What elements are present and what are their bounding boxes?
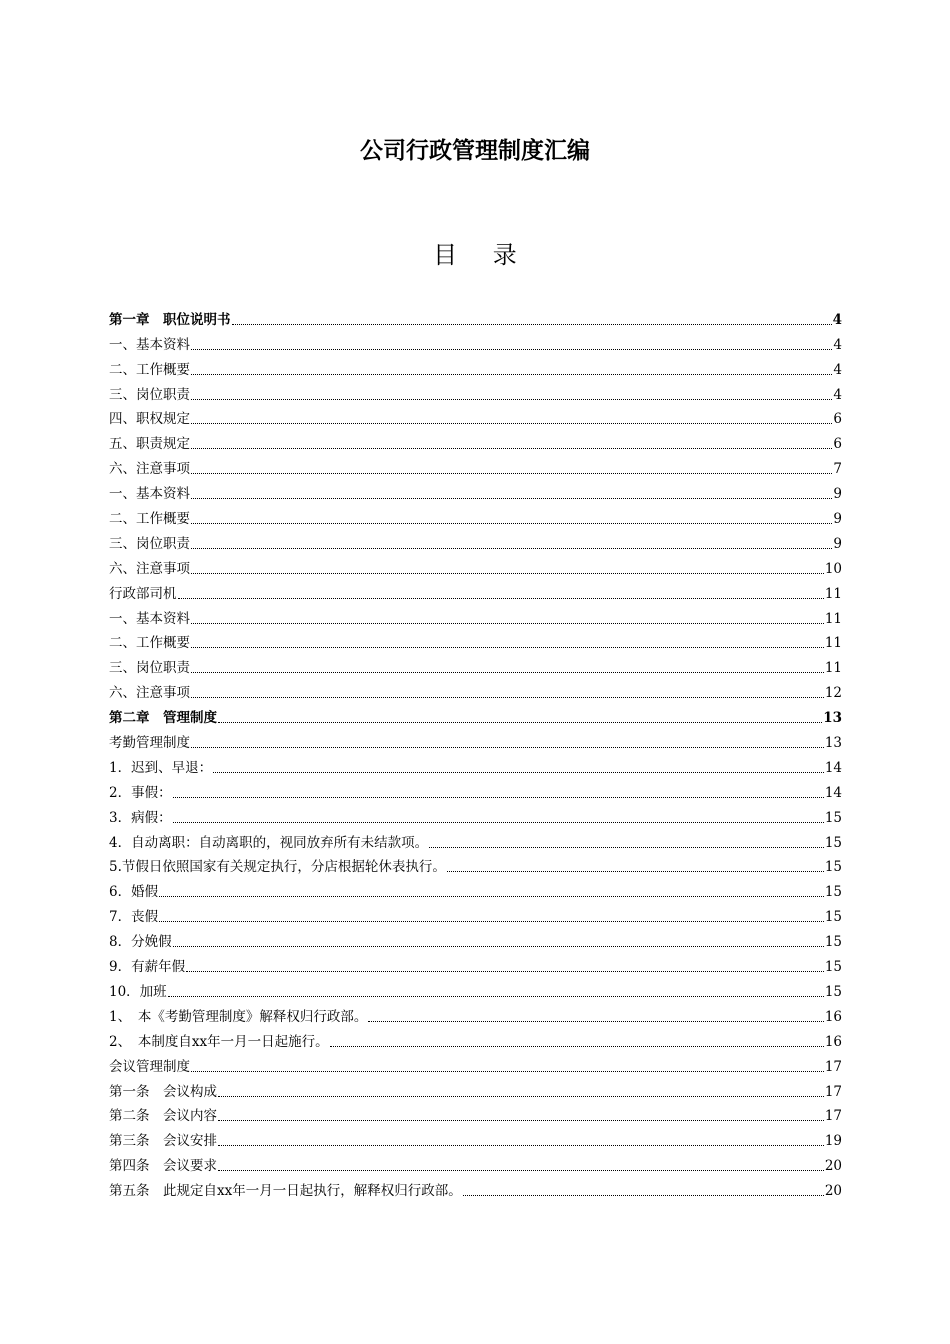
toc-entry-page: 15	[824, 983, 842, 1000]
toc-leader-dots	[191, 349, 832, 350]
toc-entry[interactable]	[109, 355, 842, 380]
toc-entry-label: 三、岗位职责	[109, 386, 190, 403]
toc-entry-label: 1．迟到、早退：	[109, 759, 213, 776]
toc-leader-dots	[218, 1170, 824, 1171]
table-of-contents	[109, 305, 842, 1201]
toc-entry-label: 一、基本资料	[109, 336, 190, 353]
toc-entry-label: 6．婚假	[109, 884, 159, 901]
toc-entry[interactable]	[109, 380, 842, 405]
toc-entry[interactable]	[109, 728, 842, 753]
toc-entry-label: 第二章 管理制度	[109, 710, 217, 727]
toc-entry[interactable]	[109, 877, 842, 902]
toc-leader-dots	[218, 1145, 824, 1146]
toc-entry[interactable]	[109, 902, 842, 927]
toc-leader-dots	[191, 473, 832, 474]
toc-entry-page: 4	[833, 336, 842, 353]
toc-leader-dots	[191, 747, 824, 748]
toc-entry[interactable]	[109, 803, 842, 828]
toc-entry-page: 15	[824, 859, 842, 876]
toc-entry-label: 五、职责规定	[109, 436, 190, 453]
toc-entry-page: 20	[824, 1183, 842, 1200]
toc-entry-page: 15	[824, 809, 842, 826]
toc-entry[interactable]	[109, 678, 842, 703]
toc-entry-label: 行政部司机	[109, 585, 177, 602]
toc-entry-page: 16	[824, 1008, 842, 1025]
toc-entry-page: 17	[824, 1058, 842, 1075]
toc-entry[interactable]	[109, 554, 842, 579]
toc-leader-dots	[173, 797, 824, 798]
toc-leader-dots	[191, 374, 832, 375]
toc-leader-dots	[191, 672, 824, 673]
toc-leader-dots	[191, 548, 832, 549]
toc-entry-page: 9	[833, 511, 842, 528]
toc-entry[interactable]	[109, 853, 842, 878]
toc-entry-page: 11	[824, 585, 842, 602]
toc-leader-dots	[191, 697, 824, 698]
toc-entry-page: 15	[824, 909, 842, 926]
toc-entry-label: 六、注意事项	[109, 685, 190, 702]
toc-entry[interactable]	[109, 1176, 842, 1201]
toc-entry-page: 13	[823, 710, 842, 727]
toc-entry-page: 9	[833, 535, 842, 552]
toc-entry-page: 14	[824, 784, 842, 801]
toc-leader-dots	[191, 623, 824, 624]
toc-entry[interactable]	[109, 504, 842, 529]
toc-leader-dots	[218, 722, 822, 723]
toc-leader-dots	[191, 573, 824, 574]
toc-entry[interactable]	[109, 1027, 842, 1052]
toc-entry-label: 六、注意事项	[109, 461, 190, 478]
toc-leader-dots	[191, 647, 824, 648]
toc-leader-dots	[191, 423, 832, 424]
toc-entry[interactable]	[109, 429, 842, 454]
toc-leader-dots	[159, 921, 824, 922]
toc-entry-page: 6	[833, 411, 842, 428]
toc-entry[interactable]	[109, 529, 842, 554]
toc-entry-label: 第一章 职位说明书	[109, 311, 231, 328]
toc-entry-page: 15	[824, 959, 842, 976]
toc-entry-label: 会议管理制度	[109, 1058, 190, 1075]
toc-leader-dots	[368, 1021, 823, 1022]
toc-leader-dots	[191, 498, 832, 499]
toc-entry[interactable]	[109, 1052, 842, 1077]
toc-entry-label: 第二条 会议内容	[109, 1108, 217, 1125]
toc-entry[interactable]	[109, 778, 842, 803]
toc-entry-label: 8．分娩假	[109, 934, 172, 951]
toc-entry-label: 四、职权规定	[109, 411, 190, 428]
toc-entry-label: 二、工作概要	[109, 511, 190, 528]
toc-entry[interactable]	[109, 1151, 842, 1176]
toc-entry-page: 12	[824, 685, 842, 702]
toc-entry-label: 第三条 会议安排	[109, 1133, 217, 1150]
toc-entry[interactable]	[109, 1126, 842, 1151]
toc-entry-page: 11	[824, 635, 842, 652]
toc-entry-label: 一、基本资料	[109, 486, 190, 503]
toc-entry-label: 9．有薪年假	[109, 959, 186, 976]
toc-leader-dots	[159, 896, 824, 897]
toc-entry-page: 4	[832, 311, 842, 328]
toc-leader-dots	[447, 871, 824, 872]
toc-entry-page: 15	[824, 884, 842, 901]
toc-entry-page: 19	[824, 1133, 842, 1150]
toc-entry-page: 14	[824, 759, 842, 776]
toc-leader-dots	[218, 1120, 824, 1121]
toc-leader-dots	[330, 1046, 824, 1047]
toc-leader-dots	[232, 324, 832, 325]
toc-entry[interactable]	[109, 305, 842, 330]
toc-entry[interactable]	[109, 454, 842, 479]
toc-heading: 目 录	[433, 241, 531, 269]
toc-entry-page: 20	[824, 1158, 842, 1175]
toc-entry-page: 16	[824, 1033, 842, 1050]
toc-entry-label: 2．事假：	[109, 784, 172, 801]
toc-leader-dots	[178, 598, 824, 599]
toc-entry-page: 13	[824, 735, 842, 752]
toc-entry-page: 4	[833, 386, 842, 403]
toc-entry-label: 第一条 会议构成	[109, 1083, 217, 1100]
toc-entry-label: 二、工作概要	[109, 635, 190, 652]
toc-entry-label: 10．加班	[109, 983, 167, 1000]
toc-leader-dots	[173, 822, 824, 823]
toc-entry[interactable]	[109, 1077, 842, 1102]
toc-entry[interactable]	[109, 579, 842, 604]
toc-leader-dots	[191, 399, 832, 400]
toc-entry-label: 2、 本制度自xx年一月一日起施行。	[109, 1033, 329, 1050]
toc-entry[interactable]	[109, 405, 842, 430]
toc-entry-label: 三、岗位职责	[109, 535, 190, 552]
toc-leader-dots	[173, 946, 824, 947]
toc-leader-dots	[191, 448, 832, 449]
toc-entry-page: 15	[824, 934, 842, 951]
toc-entry[interactable]	[109, 653, 842, 678]
toc-entry[interactable]	[109, 1002, 842, 1027]
toc-entry[interactable]	[109, 952, 842, 977]
toc-leader-dots	[168, 996, 824, 997]
toc-leader-dots	[429, 847, 824, 848]
toc-entry[interactable]	[109, 1102, 842, 1127]
toc-entry-label: 考勤管理制度	[109, 735, 190, 752]
toc-leader-dots	[213, 772, 824, 773]
toc-entry-label: 二、工作概要	[109, 361, 190, 378]
toc-entry-page: 10	[824, 560, 842, 577]
toc-entry[interactable]	[109, 629, 842, 654]
document-title: 公司行政管理制度汇编	[360, 138, 590, 164]
toc-leader-dots	[463, 1195, 824, 1196]
toc-entry[interactable]	[109, 753, 842, 778]
toc-entry-label: 第四条 会议要求	[109, 1158, 217, 1175]
toc-entry[interactable]	[109, 479, 842, 504]
toc-entry-label: 第五条 此规定自xx年一月一日起执行，解释权归行政部。	[109, 1183, 462, 1200]
toc-entry[interactable]	[109, 703, 842, 728]
toc-entry-label: 六、注意事项	[109, 560, 190, 577]
toc-entry-page: 9	[833, 486, 842, 503]
toc-entry-label: 三、岗位职责	[109, 660, 190, 677]
toc-entry-label: 5.节假日依照国家有关规定执行，分店根据轮休表执行。	[109, 859, 446, 876]
toc-leader-dots	[191, 1071, 824, 1072]
toc-entry-page: 6	[833, 436, 842, 453]
toc-leader-dots	[186, 971, 824, 972]
toc-entry-page: 17	[824, 1083, 842, 1100]
toc-entry-page: 7	[833, 461, 842, 478]
toc-entry-label: 一、基本资料	[109, 610, 190, 627]
toc-entry[interactable]	[109, 927, 842, 952]
toc-entry[interactable]	[109, 977, 842, 1002]
toc-entry-label: 3．病假：	[109, 809, 172, 826]
toc-entry-page: 11	[824, 660, 842, 677]
toc-entry-page: 15	[824, 834, 842, 851]
toc-entry[interactable]	[109, 604, 842, 629]
toc-entry-label: 7．丧假	[109, 909, 159, 926]
toc-leader-dots	[191, 523, 832, 524]
toc-entry-page: 17	[824, 1108, 842, 1125]
toc-entry-label: 1、 本《考勤管理制度》解释权归行政部。	[109, 1008, 368, 1025]
toc-entry-label: 4．自动离职：自动离职的，视同放弃所有未结款项。	[109, 834, 429, 851]
toc-leader-dots	[218, 1096, 824, 1097]
toc-entry[interactable]	[109, 330, 842, 355]
toc-entry-page: 4	[833, 361, 842, 378]
toc-entry-page: 11	[824, 610, 842, 627]
toc-entry[interactable]	[109, 828, 842, 853]
